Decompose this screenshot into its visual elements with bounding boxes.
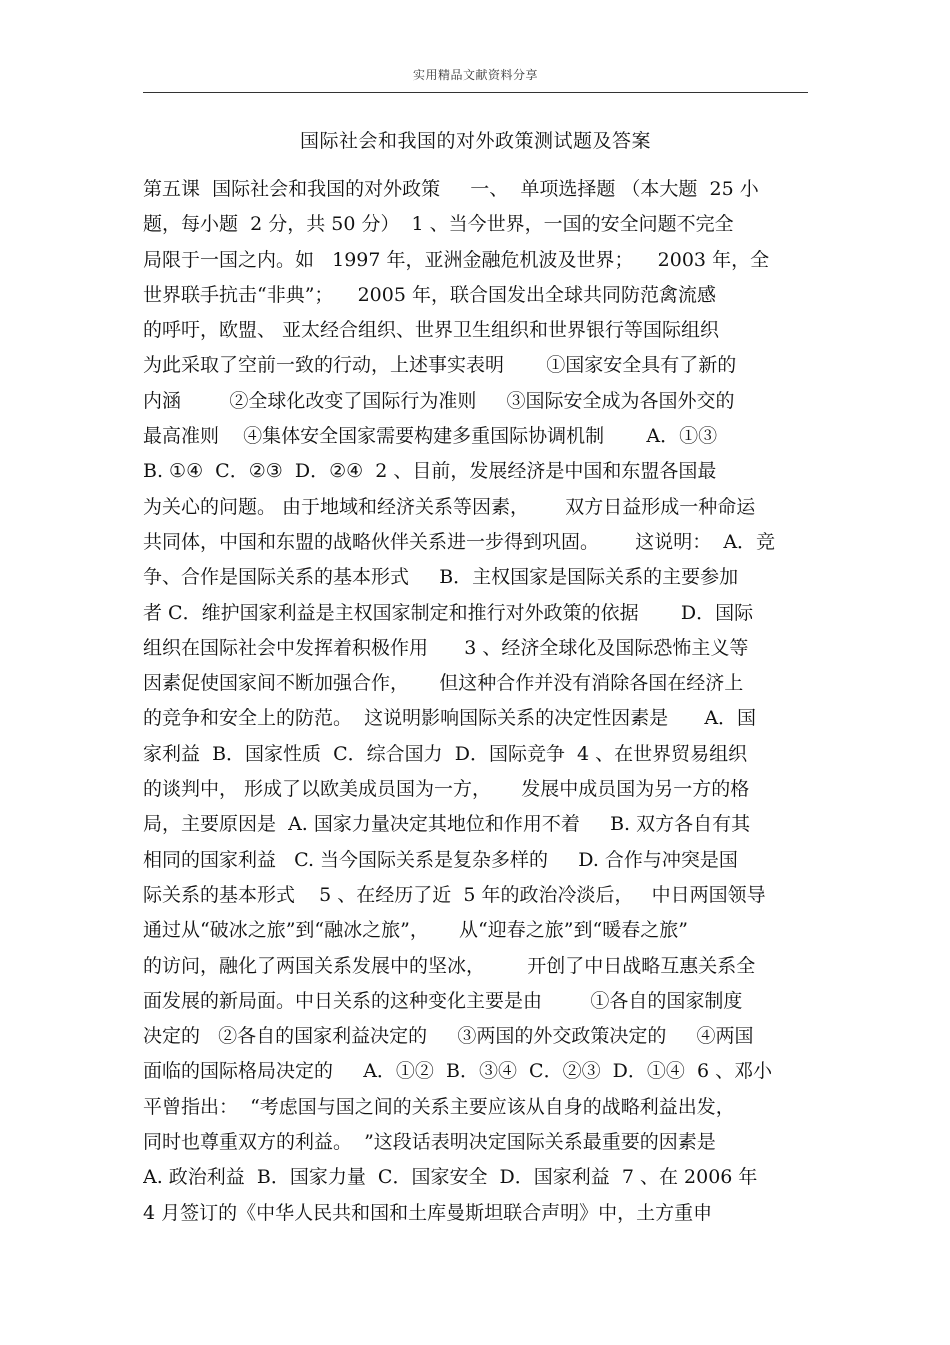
body-line: 际关系的基本形式 5 、在经历了近 5 年的政治冷淡后， 中日两国领导 — [143, 883, 766, 906]
body-line: A. 政治利益 B．国家力量 C．国家安全 D．国家利益 7 、在 2006 年 — [143, 1166, 758, 1189]
body-line: 最高准则 ④集体安全国家需要构建多重国际协调机制 A．①③ — [143, 425, 718, 448]
body-line: B. ①④ C．②③ D．②④ 2 、目前，发展经济是中国和东盟各国最 — [143, 460, 717, 483]
body-line: 面临的国际格局决定的 A．①② B．③④ C．②③ D．①④ 6 、邓小 — [143, 1060, 773, 1083]
body-line: 相同的国家利益 C. 当今国际关系是复杂多样的 D. 合作与冲突是国 — [143, 848, 738, 871]
body-line: 局，主要原因是 A. 国家力量决定其地位和作用不着 B. 双方各自有其 — [143, 813, 751, 836]
document-body — [143, 172, 823, 1231]
page-header — [143, 62, 808, 93]
body-line: 题，每小题 2 分，共 50 分） 1 、当今世界，一国的安全问题不完全 — [143, 213, 734, 236]
body-line: 第五课 国际社会和我国的对外政策 一、 单项选择题 （本大题 25 小 — [143, 178, 759, 200]
header-text: 实用精品文献资料分享 — [412, 68, 538, 82]
body-line: 决定的 ②各自的国家利益决定的 ③两国的外交政策决定的 ④两国 — [143, 1025, 754, 1048]
body-line: 为关心的问题。 由于地域和经济关系等因素， 双方日益形成一种命运 — [143, 495, 756, 518]
body-line: 局限于一国之内。如 1997 年，亚洲金融危机波及世界； 2003 年，全 — [143, 248, 770, 271]
document-title: 国际社会和我国的对外政策测试题及答案 — [299, 130, 651, 152]
body-line: 争、合作是国际关系的基本形式 B．主权国家是国际关系的主要参加 — [143, 566, 739, 589]
body-line: 通过从“破冰之旅”到“融冰之旅”， 从“迎春之旅”到“暖春之旅” — [143, 919, 688, 942]
body-line: 组织在国际社会中发挥着积极作用 3 、经济全球化及国际恐怖主义等 — [143, 636, 749, 659]
body-line: 内涵 ②全球化改变了国际行为准则 ③国际安全成为各国外交的 — [143, 389, 735, 412]
body-line: 平曾指出： “考虑国与国之间的关系主要应该从自身的战略利益出发， — [143, 1095, 735, 1118]
body-line: 面发展的新局面。中日关系的这种变化主要是由 ①各自的国家制度 — [143, 989, 743, 1012]
body-line: 的谈判中， 形成了以欧美成员国为一方， 发展中成员国为另一方的格 — [143, 778, 750, 801]
body-line: 的呼吁，欧盟、 亚太经合组织、世界卫生组织和世界银行等国际组织 — [143, 319, 720, 342]
body-line: 共同体，中国和东盟的战略伙伴关系进一步得到巩固。 这说明： A．竞 — [143, 530, 776, 553]
body-line: 同时也尊重双方的利益。 ”这段话表明决定国际关系最重要的因素是 — [143, 1131, 716, 1154]
body-line: 4 月签订的《中华人民共和国和土库曼斯坦联合声明》中，土方重申 — [143, 1201, 713, 1224]
body-line: 家利益 B．国家性质 C．综合国力 D．国际竞争 4 、在世界贸易组织 — [143, 742, 748, 765]
body-line: 因素促使国家间不断加强合作， 但这种合作并没有消除各国在经济上 — [143, 672, 744, 695]
body-line: 的竞争和安全上的防范。 这说明影响国际关系的决定性因素是 A．国 — [143, 707, 757, 730]
body-line: 为此采取了空前一致的行动，上述事实表明 ①国家安全具有了新的 — [143, 354, 737, 377]
body-line: 者 C．维护国家利益是主权国家制定和推行对外政策的依据 D．国际 — [143, 601, 754, 624]
body-line: 世界联手抗击“非典”； 2005 年，联合国发出全球共同防范禽流感 — [143, 283, 716, 306]
body-line: 的访问，融化了两国关系发展中的坚冰， 开创了中日战略互惠关系全 — [143, 954, 756, 977]
